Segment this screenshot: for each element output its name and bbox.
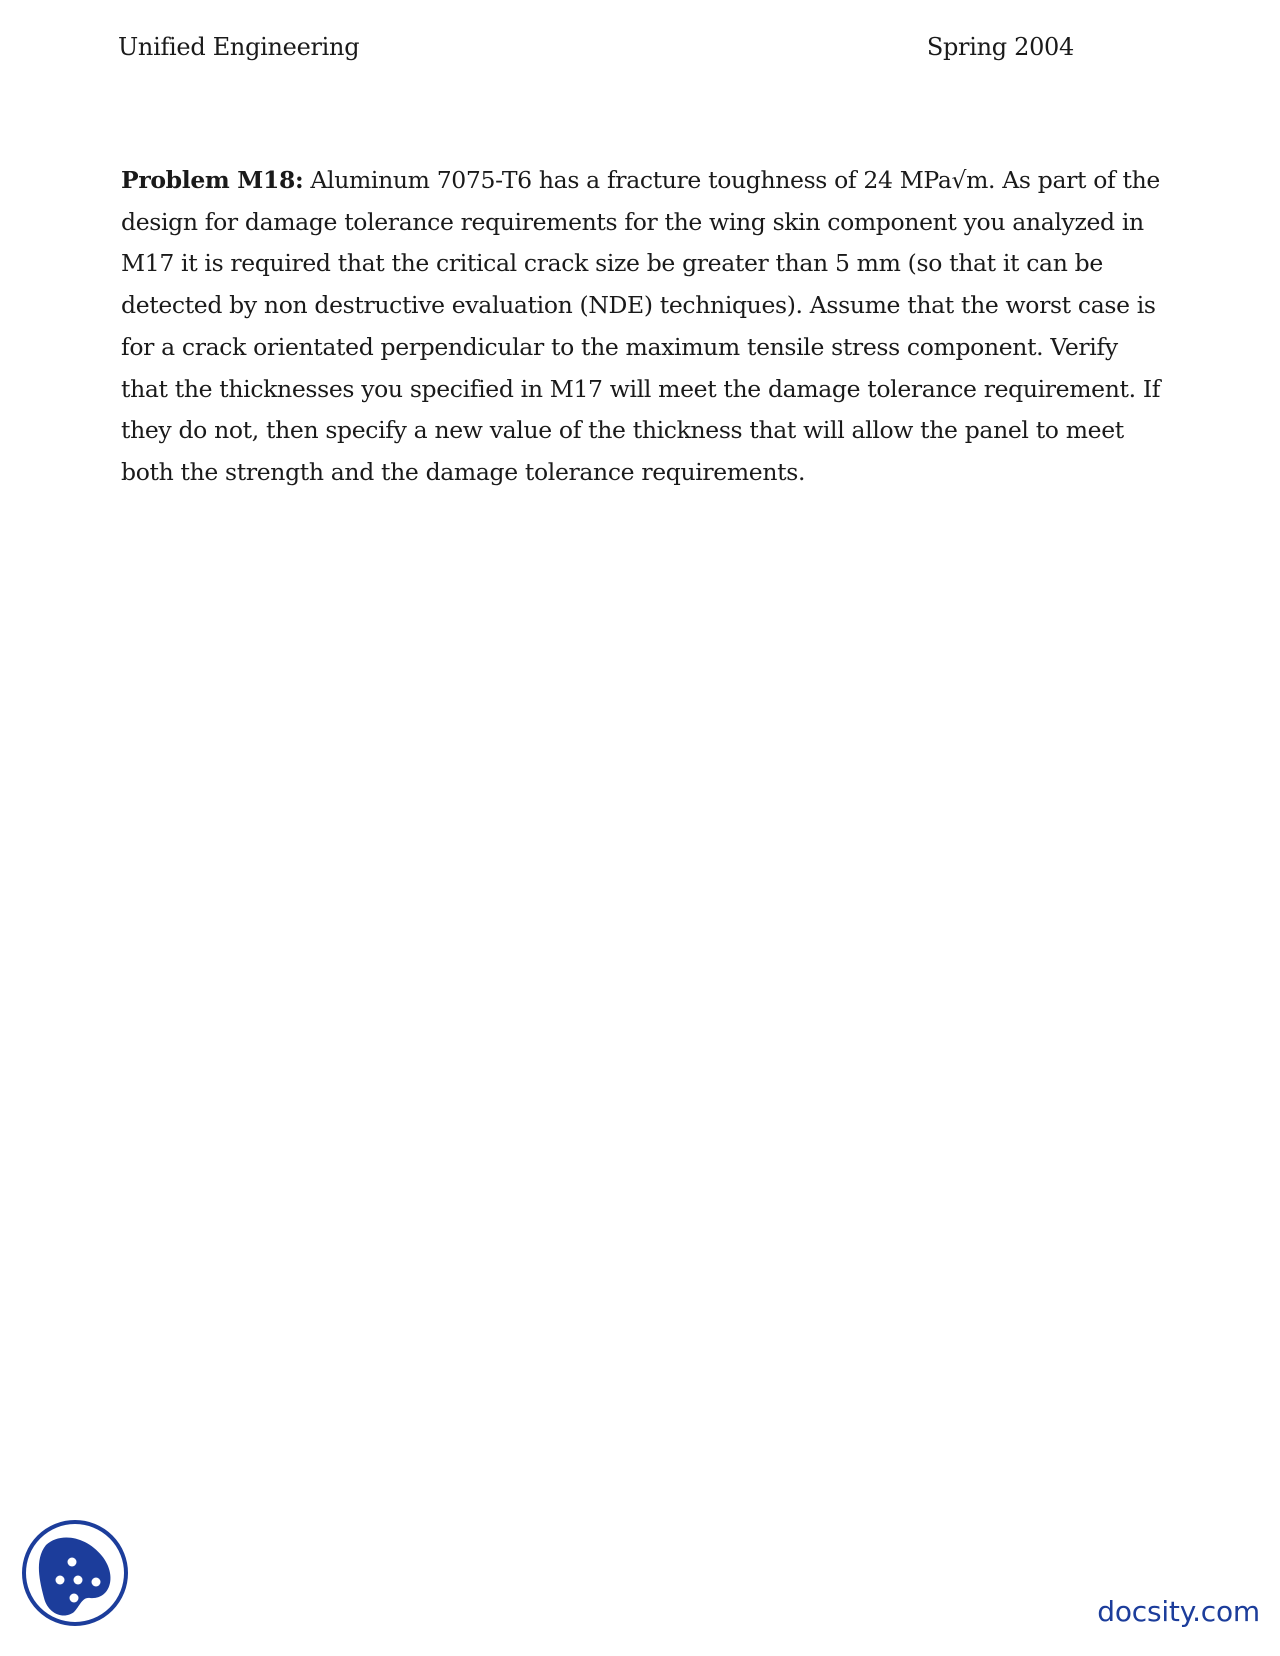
problem-statement xyxy=(121,160,1171,494)
term-label: Spring 2004 xyxy=(926,33,1074,61)
docsity-logo-icon[interactable] xyxy=(20,1518,130,1628)
docsity-brand-link[interactable]: docsity.com xyxy=(1097,1595,1260,1628)
problem-label: Problem M18: xyxy=(121,166,304,194)
course-title: Unified Engineering xyxy=(118,33,360,61)
problem-text: Aluminum 7075-T6 has a fracture toughness of 24 MPa√m. As part of the design for damage tolerance requirements for the wing skin component you analyzed in M17 it is required that the critical crack size be greater than 5 mm (so that it can be detected by non destructive evaluation (NDE) techniques). Assume that the worst case is for a crack orientated perpendicular to the maximum tensile stress component. Verify that the thicknesses you specified in M17 will meet the damage tolerance requirement. If they do not, then specify a new value of the thickness that will allow the panel to meet both the strength and the damage tolerance requirements. xyxy=(121,166,1161,486)
page-header xyxy=(118,30,1074,66)
